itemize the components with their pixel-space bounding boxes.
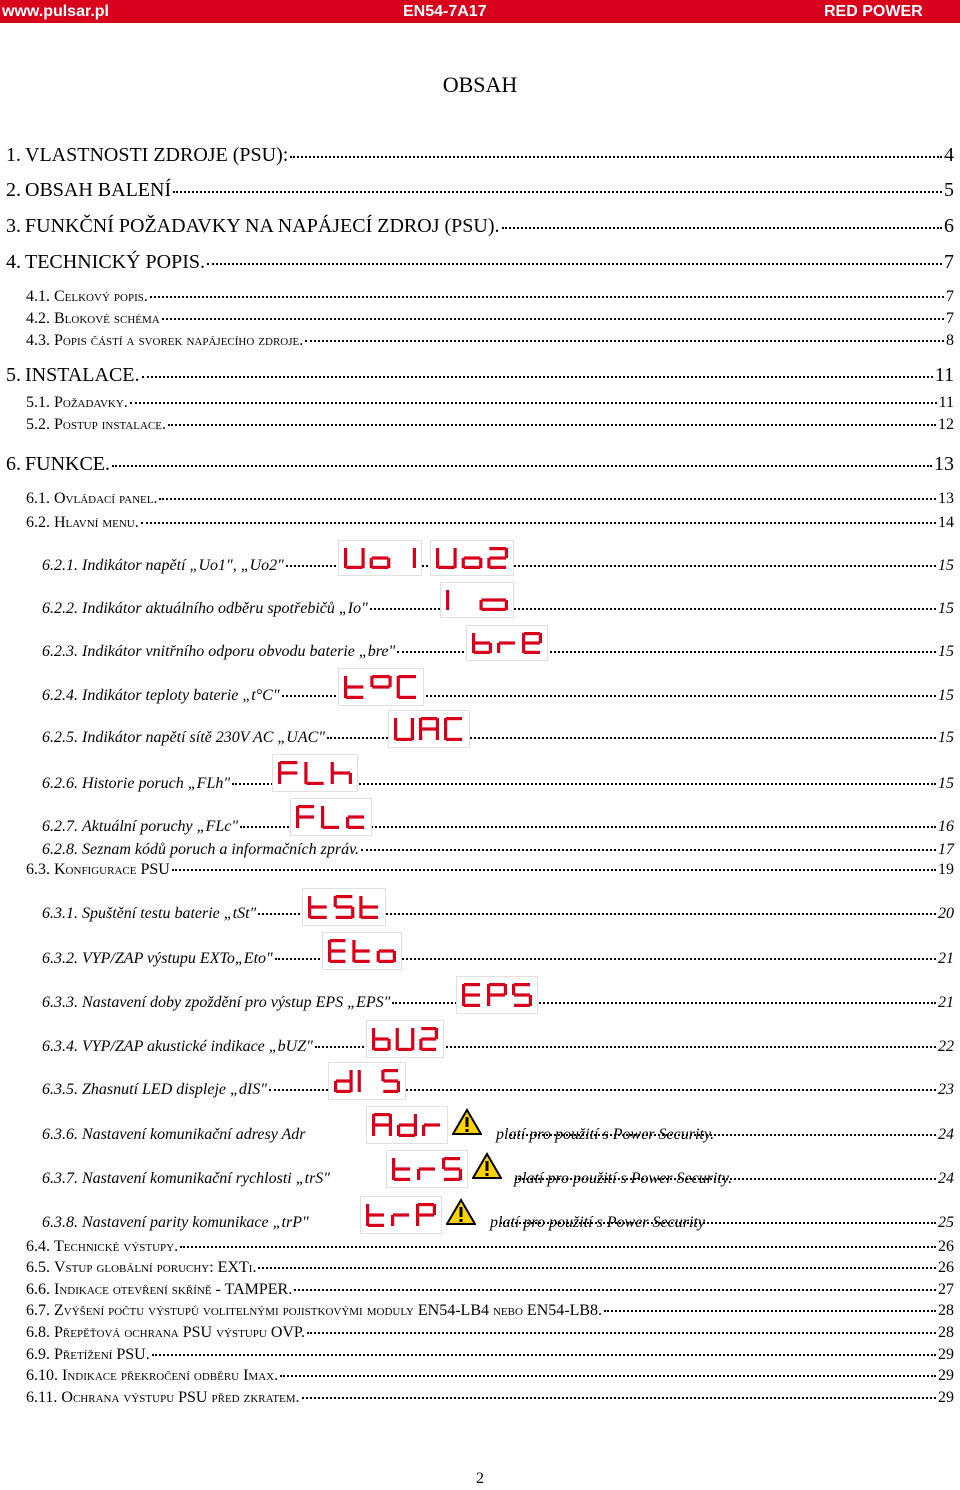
toc-entry-page: 8 (946, 332, 954, 349)
toc-entry-title: OBSAH BALENÍ (25, 179, 172, 201)
toc-entry-page: 19 (938, 861, 954, 878)
toc-entry[interactable] (26, 1346, 954, 1364)
toc-entry-number: 6.7. (26, 1302, 50, 1319)
toc-entry-page: 21 (938, 994, 954, 1011)
toc-entry[interactable] (42, 818, 954, 836)
toc-entry[interactable] (26, 288, 954, 306)
toc-entry-page: 24 (938, 1126, 954, 1143)
toc-entry-page: 15 (938, 729, 954, 746)
page-number: 2 (476, 1470, 484, 1487)
toc-leader-dots (502, 227, 943, 229)
toc-entry-number: 4.2. (26, 310, 50, 327)
toc-entry-page: 6 (944, 215, 954, 237)
toc-leader-dots (180, 1246, 936, 1248)
toc-entry-page: 22 (938, 1038, 954, 1055)
display-code-trs-icon (386, 1150, 468, 1188)
toc-entry-title: Seznam kódů poruch a informačních zpráv. (82, 841, 359, 858)
toc-leader-dots (142, 376, 933, 378)
display-code-dis-icon (328, 1062, 406, 1100)
toc-entry[interactable] (26, 394, 954, 412)
toc-entry-number: 6.2.5. (42, 729, 78, 746)
toc-leader-dots (112, 465, 932, 467)
toc-entry-title: Indikátor teploty baterie „t°C" (82, 687, 280, 704)
toc-entry[interactable] (42, 1081, 954, 1099)
toc-entry-page: 17 (938, 841, 954, 858)
toc-entry-number: 6.2.7. (42, 818, 78, 835)
toc-entry-number: 6.3.8. (42, 1214, 78, 1231)
display-code-adr-icon (366, 1106, 448, 1144)
toc-entry-title: Aktuální poruchy „FLc" (82, 818, 239, 835)
toc-entry-page: 7 (946, 288, 954, 305)
page-header-bar (0, 0, 960, 23)
toc-entry-page: 26 (938, 1238, 954, 1255)
header-site: www.pulsar.pl (2, 3, 109, 20)
toc-entry[interactable] (42, 687, 954, 705)
toc-entry[interactable] (6, 215, 954, 238)
toc-entry[interactable] (26, 310, 954, 328)
toc-entry-title: VLASTNOSTI ZDROJE (PSU): (25, 144, 289, 166)
toc-entry-page: 15 (938, 600, 954, 617)
toc-entry[interactable] (26, 1259, 954, 1277)
toc-entry-page: 4 (944, 144, 954, 166)
toc-entry[interactable] (26, 490, 954, 508)
toc-entry-title: Blokové schéma (54, 310, 160, 327)
toc-entry-page: 25 (938, 1214, 954, 1231)
toc-entry-title: Hlavní menu. (54, 514, 139, 531)
toc-entry-number: 6.3.4. (42, 1038, 78, 1055)
toc-leader-dots (130, 402, 937, 404)
toc-entry-number: 6.3.5. (42, 1081, 78, 1098)
toc-entry[interactable] (42, 1214, 954, 1232)
toc-entry-number: 6.3.6. (42, 1126, 78, 1143)
display-code-uo2-icon (430, 540, 514, 576)
toc-entry-note: platí pro použití s Power Security. (514, 1170, 733, 1187)
toc-entry-number: 1. (6, 144, 21, 166)
toc-entry-title: Indikace překročení odběru Imax. (62, 1367, 279, 1384)
toc-entry-title: Ochrana výstupu PSU před zkratem. (61, 1389, 300, 1406)
toc-entry-page: 28 (938, 1302, 954, 1319)
toc-entry[interactable] (6, 179, 954, 202)
toc-entry-title: Požadavky. (54, 394, 128, 411)
toc-leader-dots (173, 191, 942, 193)
toc-leader-dots (159, 498, 936, 500)
display-code-bre-icon (466, 625, 548, 661)
toc-entry[interactable] (42, 1126, 954, 1144)
toc-entry-number: 4.3. (26, 332, 50, 349)
toc-entry[interactable] (42, 729, 954, 747)
toc-entry-number: 6.2.2. (42, 600, 78, 617)
display-code-tst-icon (302, 888, 386, 926)
display-code-flc-icon (290, 798, 372, 836)
toc-entry-number: 6.10. (26, 1367, 58, 1384)
page-title: OBSAH (442, 72, 518, 97)
toc-entry[interactable] (26, 1389, 954, 1407)
toc-entry[interactable] (42, 841, 954, 859)
toc-entry-page: 7 (944, 251, 954, 273)
toc-entry-page: 28 (938, 1324, 954, 1341)
toc-entry-page: 13 (938, 490, 954, 507)
toc-leader-dots (294, 1289, 936, 1291)
toc-entry-number: 6.6. (26, 1281, 50, 1298)
toc-entry-title: Nastavení komunikační adresy Adr (82, 1126, 306, 1143)
toc-entry-page: 21 (938, 950, 954, 967)
toc-entry-page: 27 (938, 1281, 954, 1298)
toc-entry-title: Nastavení parity komunikace „trP" (82, 1214, 309, 1231)
toc-entry-title: Indikátor napětí „Uo1", „Uo2" (82, 557, 284, 574)
toc-leader-dots (515, 1178, 936, 1180)
toc-leader-dots (162, 318, 944, 320)
toc-leader-dots (510, 1134, 936, 1136)
toc-entry-title: Přepěťová ochrana PSU výstupu OVP. (54, 1324, 306, 1341)
toc-entry-page: 15 (938, 775, 954, 792)
warning-icon (452, 1108, 482, 1141)
toc-entry[interactable] (42, 905, 954, 923)
toc-entry[interactable] (6, 144, 954, 167)
toc-entry-page: 14 (938, 514, 954, 531)
toc-entry[interactable] (26, 1238, 954, 1256)
toc-entry-number: 6.2.3. (42, 643, 78, 660)
toc-entry-page: 15 (938, 643, 954, 660)
display-code-tdegc-icon (338, 668, 424, 706)
toc-entry-page: 20 (938, 905, 954, 922)
toc-entry-number: 6. (6, 453, 21, 475)
display-code-eps-icon (456, 976, 538, 1014)
toc-entry-number: 4. (6, 251, 21, 273)
warning-icon (472, 1152, 502, 1185)
toc-leader-dots (361, 849, 936, 851)
toc-entry-title: Spuštění testu baterie „tSt" (82, 905, 257, 922)
toc-leader-dots (604, 1310, 936, 1312)
toc-leader-dots (305, 340, 944, 342)
display-code-eto-icon (322, 932, 402, 970)
toc-entry[interactable] (26, 1367, 954, 1385)
toc-entry-title: Ovládací panel. (54, 490, 158, 507)
toc-entry-title: Historie poruch „FLh" (82, 775, 231, 792)
toc-entry-number: 6.3.2. (42, 950, 78, 967)
toc-entry-number: 6.2. (26, 514, 50, 531)
toc-entry-number: 6.2.6. (42, 775, 78, 792)
toc-entry-page: 5 (944, 179, 954, 201)
toc-entry-number: 5.2. (26, 416, 50, 433)
toc-entry-number: 6.11. (26, 1389, 58, 1406)
toc-leader-dots (302, 1397, 936, 1399)
header-model: EN54-7A17 (403, 3, 487, 20)
toc-entry-title: VYP/ZAP akustické indikace „bUZ" (82, 1038, 313, 1055)
toc-entry-number: 2. (6, 179, 21, 201)
toc-entry-title: VYP/ZAP výstupu EXTo„Eto" (82, 950, 273, 967)
toc-entry-title: Indikace otevření skříně - TAMPER. (54, 1281, 293, 1298)
toc-entry-page: 29 (938, 1367, 954, 1384)
display-code-io-icon (440, 582, 514, 618)
toc-entry-number: 6.9. (26, 1346, 50, 1363)
toc-entry-title: Nastavení doby zpoždění pro výstup EPS „EPS" (82, 994, 391, 1011)
toc-entry-number: 6.8. (26, 1324, 50, 1341)
toc-entry-title: Indikátor napětí sítě 230V AC „UAC" (82, 729, 326, 746)
toc-leader-dots (258, 1267, 936, 1269)
toc-entry-title: Popis částí a svorek napájecího zdroje. (54, 332, 304, 349)
toc-entry[interactable] (6, 251, 954, 274)
toc-entry-page: 15 (938, 687, 954, 704)
toc-entry-title: INSTALACE. (25, 364, 140, 386)
toc-entry[interactable] (6, 364, 954, 387)
toc-entry-page: 16 (938, 818, 954, 835)
toc-entry-number: 6.3.7. (42, 1170, 78, 1187)
display-code-flh-icon (272, 754, 358, 792)
toc-entry-note: platí pro použití s Power Security. (496, 1126, 715, 1143)
warning-icon (446, 1198, 476, 1231)
toc-entry-number: 6.3. (26, 861, 50, 878)
toc-entry-title: Indikátor aktuálního odběru spotřebičů „Io" (82, 600, 368, 617)
toc-entry-title: Celkový popis. (54, 288, 148, 305)
toc-entry-page: 26 (938, 1259, 954, 1276)
toc-entry-page: 7 (946, 310, 954, 327)
display-code-buz-icon (366, 1020, 444, 1058)
toc-entry-page: 23 (938, 1081, 954, 1098)
toc-entry-number: 6.2.8. (42, 841, 78, 858)
toc-entry[interactable] (6, 453, 954, 476)
toc-entry-title: FUNKCE. (25, 453, 111, 475)
toc-entry-page: 12 (938, 416, 954, 433)
toc-leader-dots (307, 1332, 936, 1334)
toc-entry-number: 5. (6, 364, 21, 386)
toc-entry-number: 6.2.1. (42, 557, 78, 574)
toc-leader-dots (500, 1222, 936, 1224)
toc-entry-title: Vstup globální poruchy: EXTi. (54, 1259, 257, 1276)
display-code-trp-icon (360, 1196, 442, 1234)
toc-entry-title: Postup instalace. (54, 416, 166, 433)
display-code-uac-icon (388, 710, 470, 748)
toc-entry-number: 6.1. (26, 490, 50, 507)
toc-entry-number: 6.3.3. (42, 994, 78, 1011)
toc-entry-number: 6.5. (26, 1259, 50, 1276)
toc-entry[interactable] (26, 416, 954, 434)
toc-entry-title: Indikátor vnitřního odporu obvodu baterie „bre" (82, 643, 396, 660)
toc-entry-page: 13 (934, 453, 954, 475)
toc-entry-page: 11 (934, 364, 954, 386)
toc-entry-number: 6.4. (26, 1238, 50, 1255)
toc-entry[interactable] (26, 861, 954, 879)
toc-entry-title: Konfigurace PSU (54, 861, 170, 878)
toc-entry[interactable] (42, 1038, 954, 1056)
toc-entry-page: 15 (938, 557, 954, 574)
toc-entry-page: 11 (938, 394, 954, 411)
toc-entry-title: Nastavení komunikační rychlosti „trS" (82, 1170, 331, 1187)
toc-leader-dots (290, 156, 942, 158)
toc-entry[interactable] (26, 1281, 954, 1299)
display-code-uo1-icon (338, 540, 422, 576)
toc-leader-dots (280, 1375, 936, 1377)
toc-entry-title: Zhasnutí LED displeje „dIS" (82, 1081, 267, 1098)
toc-leader-dots (152, 1354, 936, 1356)
toc-entry-page: 29 (938, 1389, 954, 1406)
toc-entry[interactable] (26, 1302, 954, 1320)
toc-entry-title: TECHNICKÝ POPIS. (25, 251, 206, 273)
toc-entry[interactable] (42, 775, 954, 793)
toc-entry-note: platí pro použití s Power Security (490, 1214, 705, 1231)
toc-entry[interactable] (42, 950, 954, 968)
toc-entry-title: Přetížení PSU. (54, 1346, 150, 1363)
toc-leader-dots (141, 522, 936, 524)
toc-entry[interactable] (26, 1324, 954, 1342)
toc-entry-number: 3. (6, 215, 21, 237)
toc-entry-number: 6.2.4. (42, 687, 78, 704)
header-brand: RED POWER (824, 3, 923, 20)
toc-leader-dots (168, 424, 936, 426)
toc-entry-page: 29 (938, 1346, 954, 1363)
toc-entry-title: Technické výstupy. (54, 1238, 179, 1255)
toc-entry-title: Zvýšení počtu výstupů volitelnými pojistkovými moduly EN54-LB4 nebo EN54-LB8. (54, 1302, 603, 1319)
toc-entry[interactable] (26, 332, 954, 350)
toc-leader-dots (207, 263, 942, 265)
toc-leader-dots (172, 869, 936, 871)
toc-leader-dots (150, 296, 944, 298)
toc-entry-page: 24 (938, 1170, 954, 1187)
toc-entry-title: FUNKČNÍ POŽADAVKY NA NAPÁJECÍ ZDROJ (PSU). (25, 215, 500, 237)
toc-entry-number: 5.1. (26, 394, 50, 411)
toc-entry-number: 4.1. (26, 288, 50, 305)
toc-entry[interactable] (26, 514, 954, 532)
toc-entry-number: 6.3.1. (42, 905, 78, 922)
